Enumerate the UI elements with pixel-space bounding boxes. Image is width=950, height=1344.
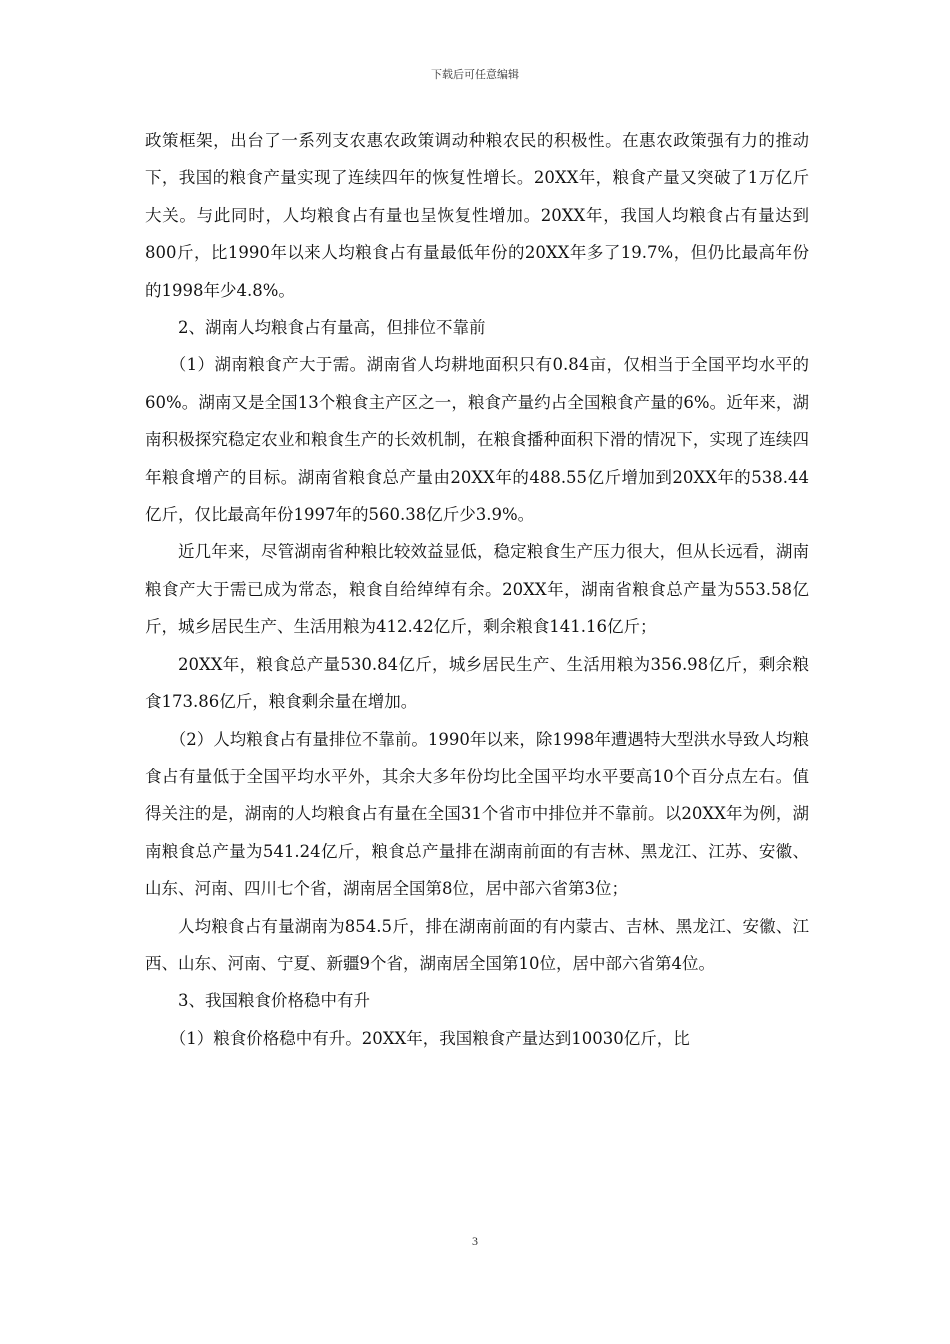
page-header: 下载后可任意编辑 — [431, 68, 519, 81]
document-body — [145, 122, 809, 1057]
section-heading-2: 2、湖南人均粮食占有量高，但排位不靠前 — [178, 318, 486, 338]
page-number: 3 — [472, 1234, 478, 1248]
paragraph-per-capita-ranking: 人均粮食占有量湖南为854.5斤，排在湖南前面的有内蒙古、吉林、黑龙江、安徽、江西、山东、河南、宁夏、新疆9个省，湖南居全国第10位，居中部六省第4位。 — [145, 916, 809, 973]
paragraph-ranking: （2）人均粮食占有量排位不靠前。1990年以来，除1998年遭遇特大型洪水导致人均粮食占有量低于全国平均水平外，其余大多年份均比全国平均水平要高10个百分点左右。值得关注的是，湖南的人均粮食占有量在全国31个省市中排位并不靠前。以20XX年为例，湖南粮食总产量为541.24亿斤，粮食总产量排在湖南前面的有吉林、黑龙江、江苏、安徽、山东、河南、四川七个省，湖南居全国第8位，居中部六省第3位； — [145, 729, 809, 899]
paragraph-price-rise: （1）粮食价格稳中有升。20XX年，我国粮食产量达到10030亿斤，比 — [169, 1028, 690, 1048]
paragraph-surplus-increase: 20XX年，粮食总产量530.84亿斤，城乡居民生产、生活用粮为356.98亿斤，剩余粮食173.86亿斤，粮食剩余量在增加。 — [145, 654, 809, 712]
section-heading-3: 3、我国粮食价格稳中有升 — [178, 991, 370, 1011]
paragraph-recent-years: 近几年来，尽管湖南省种粮比较效益显低，稳定粮食生产压力很大，但从长远看，湖南粮食产大于需已成为常态，粮食自给绰绰有余。20XX年，湖南省粮食总产量为553.58亿斤，城乡居民生产、生活用粮为412.42亿斤，剩余粮食141.16亿斤； — [145, 542, 809, 637]
paragraph-hunan-surplus: （1）湖南粮食产大于需。湖南省人均耕地面积只有0.84亩，仅相当于全国平均水平的60%。湖南又是全国13个粮食主产区之一，粮食产量约占全国粮食产量的6%。近年来，湖南积极探究稳定农业和粮食生产的长效机制，在粮食播种面积下滑的情况下，实现了连续四年粮食增产的目标。湖南省粮食总产量由20XX年的488.55亿斤增加到20XX年的538.44亿斤，仅比最高年份1997年的560.38亿斤少3.9%。 — [145, 355, 809, 525]
paragraph-continuation: 政策框架，出台了一系列支农惠农政策调动种粮农民的积极性。在惠农政策强有力的推动下，我国的粮食产量实现了连续四年的恢复性增长。20XX年，粮食产量又突破了1万亿斤大关。与此同时，人均粮食占有量也呈恢复性增加。20XX年，我国人均粮食占有量达到800斤，比1990年以来人均粮食占有量最低年份的20XX年多了19.7%，但仍比最高年份的1998年少4.8%。 — [145, 131, 809, 300]
